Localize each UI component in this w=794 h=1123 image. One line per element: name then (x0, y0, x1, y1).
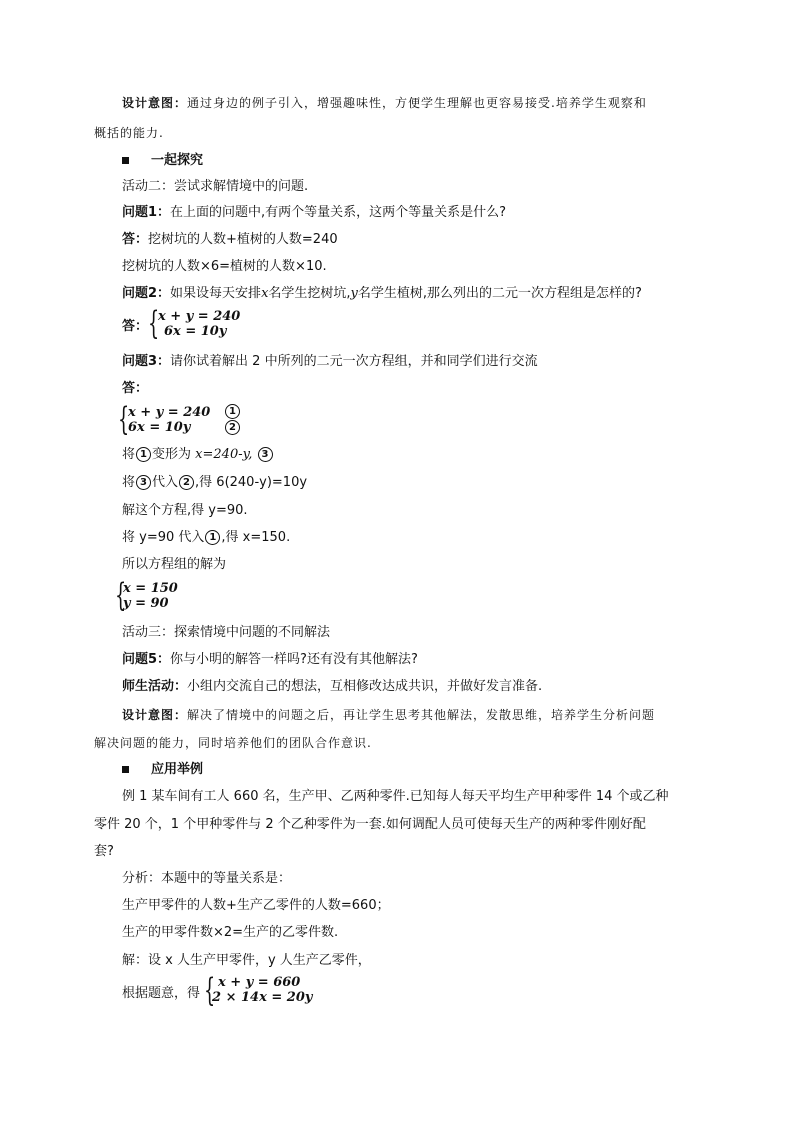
design-intent-1 (122, 94, 647, 112)
answer-2-label: 答： (122, 319, 149, 334)
solution-line-1: 解：设 x 人生产甲零件，y 人生产乙零件， (122, 953, 371, 968)
answer-3-label: 答： (122, 381, 149, 396)
bullet-square-icon (122, 157, 129, 164)
circled-1: 1 (224, 404, 241, 419)
equation-2a: x + y = 240 (128, 405, 211, 420)
answer-1-line2: 挖树坑的人数×6=植树的人数×10. (122, 259, 327, 274)
question-5: 问题5：你与小明的解答一样吗?还有没有其他解法? (122, 652, 418, 667)
equation-3a: x + y = 660 (218, 975, 301, 990)
question-2: 问题2：如果设每天安排x名学生挖树坑,y名学生植树,那么列出的二元一次方程组是怎样的? (122, 286, 642, 301)
equation-2b: 6x = 10y (128, 420, 191, 435)
equation-brace-3: { (115, 576, 127, 614)
step-1: 将 1 变形为 x=240-y, 3 (122, 446, 274, 464)
equation-3b: 2 × 14x = 20y (212, 990, 313, 1005)
solution-b: y = 90 (123, 596, 169, 611)
design-intent-1-cont: 概括的能力. (94, 126, 164, 140)
analysis-3: 生产的甲零件数×2=生产的乙零件数. (122, 925, 339, 940)
example-1-line2: 零件 20 个，1 个甲种零件与 2 个乙种零件为一套.如何调配人员可使每天生产的两种零件刚好配 (94, 817, 646, 832)
example-1-line1: 例 1 某车间有工人 660 名，生产甲、乙两种零件.已知每人每天平均生产甲种零件 14 个或乙种 (122, 789, 669, 804)
analysis-2: 生产甲零件的人数+生产乙零件的人数=660； (122, 898, 390, 913)
example-1-line3: 套? (94, 844, 114, 859)
equation-brace-2: { (118, 400, 130, 438)
answer-1: 答：挖树坑的人数+植树的人数=240 (122, 232, 338, 247)
step-3: 解这个方程,得 y=90. (122, 503, 248, 518)
teacher-student-activity: 师生活动：小组内交流自己的想法，互相修改达成共识，并做好发言准备. (122, 679, 543, 694)
design-intent-2: 设计意图：解决了情境中的问题之后，再让学生思考其他解法，发散思维，培养学生分析问题 (122, 708, 656, 722)
design-intent-2-cont: 解决问题的能力，同时培养他们的团队合作意识. (94, 736, 372, 750)
analysis-1: 分析：本题中的等量关系是： (122, 871, 292, 886)
design-intent-text: 通过身边的例子引入，增强趣味性，方便学生理解也更容易接受.培养学生观察和 (187, 96, 647, 110)
circled-2: 2 (224, 420, 241, 435)
activity-2: 活动二：尝试求解情境中的问题. (122, 179, 309, 194)
question-1: 问题1：在上面的问题中,有两个等量关系，这两个等量关系是什么? (122, 205, 507, 220)
step-5: 所以方程组的解为 (122, 557, 227, 572)
equation-1a: x + y = 240 (158, 309, 241, 324)
section-heading-examples: 应用举例 (122, 761, 203, 779)
design-intent-label: 设计意图： (122, 96, 188, 110)
activity-3: 活动三：探索情境中问题的不同解法 (122, 625, 331, 640)
question-3: 问题3：请你试着解出 2 中所列的二元一次方程组，并和同学们进行交流 (122, 354, 538, 369)
step-4: 将 y=90 代入 1 ,得 x=150. (122, 530, 291, 545)
equation-brace-4: { (204, 971, 216, 1009)
solution-a: x = 150 (123, 581, 178, 596)
step-2: 将 3 代入 2 ,得 6(240-y)=10y (122, 475, 308, 490)
solution-line-2: 根据题意，得 (122, 986, 201, 1001)
equation-brace: { (148, 304, 160, 342)
bullet-square-icon (122, 766, 129, 773)
section-heading-explore: 一起探究 (122, 152, 203, 170)
equation-1b: 6x = 10y (164, 324, 227, 339)
